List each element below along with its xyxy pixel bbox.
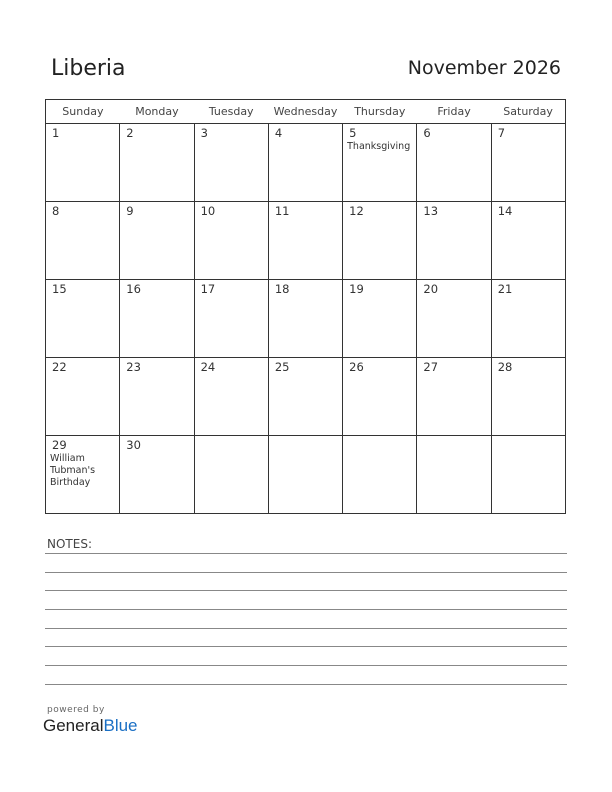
week-row: [46, 280, 566, 358]
brand-blue: Blue: [103, 716, 138, 735]
day-cell: [120, 436, 194, 514]
day-number: 1: [52, 126, 60, 140]
brand-general: General: [43, 716, 104, 735]
day-cell: [46, 436, 120, 514]
day-number: 27: [423, 360, 439, 374]
weekday-saturday: Saturday: [491, 100, 565, 124]
week-row: [46, 358, 566, 436]
day-cell: [268, 124, 342, 202]
weekday-friday: Friday: [417, 100, 491, 124]
day-cell: [491, 280, 565, 358]
day-cell: [46, 124, 120, 202]
day-number: 17: [200, 282, 216, 296]
day-number: 10: [200, 204, 216, 218]
note-line: [45, 609, 567, 610]
note-line: [45, 665, 567, 666]
day-number: 12: [349, 204, 364, 218]
month-year-title: November 2026: [407, 57, 561, 79]
day-cell: [120, 280, 194, 358]
day-number: 13: [423, 204, 439, 218]
day-cell: [120, 358, 194, 436]
day-number: 16: [126, 282, 141, 296]
day-cell: [417, 436, 491, 514]
day-cell: [120, 124, 194, 202]
day-number: 14: [497, 204, 513, 218]
day-cell: [268, 280, 342, 358]
weekday-thursday: Thursday: [343, 100, 417, 124]
day-number: 30: [126, 438, 141, 452]
holiday-label: William Tubman's Birthday: [50, 453, 96, 488]
note-line: [45, 572, 567, 573]
calendar-grid: [45, 99, 566, 514]
day-cell: [268, 358, 342, 436]
day-number: 7: [497, 126, 506, 140]
day-cell: [194, 436, 268, 514]
day-cell: [268, 436, 342, 514]
week-row: [46, 202, 566, 280]
weekday-tuesday: Tuesday: [194, 100, 268, 124]
weekday-sunday: Sunday: [46, 100, 120, 124]
day-number: 24: [200, 360, 216, 374]
day-number: 26: [349, 360, 364, 374]
weekday-monday: Monday: [120, 100, 194, 124]
day-number: 20: [423, 282, 439, 296]
weekday-header-row: [46, 100, 566, 124]
note-line: [45, 628, 567, 629]
day-number: 19: [349, 282, 364, 296]
day-cell: [343, 436, 417, 514]
day-number: 6: [423, 126, 431, 140]
generalblue-logo: [43, 716, 138, 736]
day-cell: [46, 280, 120, 358]
day-cell: [417, 358, 491, 436]
day-number: 15: [52, 282, 67, 296]
powered-by-text: powered by: [47, 705, 105, 715]
day-cell: [120, 202, 194, 280]
day-cell: [46, 358, 120, 436]
day-number: 4: [274, 126, 283, 140]
day-number: 8: [52, 204, 60, 218]
day-cell: [343, 280, 417, 358]
day-cell: [268, 202, 342, 280]
day-number: 2: [126, 126, 134, 140]
day-cell: [417, 280, 491, 358]
day-cell: [417, 124, 491, 202]
day-cell: [194, 124, 268, 202]
day-cell: [491, 124, 565, 202]
day-number: 9: [126, 204, 134, 218]
week-row: [46, 436, 566, 514]
day-cell: [194, 358, 268, 436]
day-cell: [343, 124, 417, 202]
note-line: [45, 684, 567, 685]
day-cell: [343, 202, 417, 280]
day-cell: [491, 202, 565, 280]
day-number: 18: [274, 282, 290, 296]
note-line: [45, 646, 567, 647]
day-number: 22: [52, 360, 67, 374]
day-number: 11: [274, 204, 290, 218]
notes-label: NOTES:: [47, 537, 92, 551]
day-cell: [46, 202, 120, 280]
day-cell: [194, 202, 268, 280]
day-cell: [417, 202, 491, 280]
day-cell: [491, 358, 565, 436]
country-title: Liberia: [51, 56, 126, 81]
day-number: 21: [497, 282, 513, 296]
holiday-label: Thanksgiving: [347, 141, 411, 152]
day-number: 3: [200, 126, 208, 140]
day-cell: [194, 280, 268, 358]
note-line: [45, 590, 567, 591]
day-number: 23: [126, 360, 141, 374]
day-cell: [491, 436, 565, 514]
day-number: 25: [274, 360, 290, 374]
day-cell: [343, 358, 417, 436]
day-number: 28: [497, 360, 513, 374]
note-line: [45, 553, 567, 554]
day-number: 5: [349, 126, 357, 140]
week-row: [46, 124, 566, 202]
day-number: 29: [52, 438, 67, 452]
weekday-wednesday: Wednesday: [268, 100, 342, 124]
